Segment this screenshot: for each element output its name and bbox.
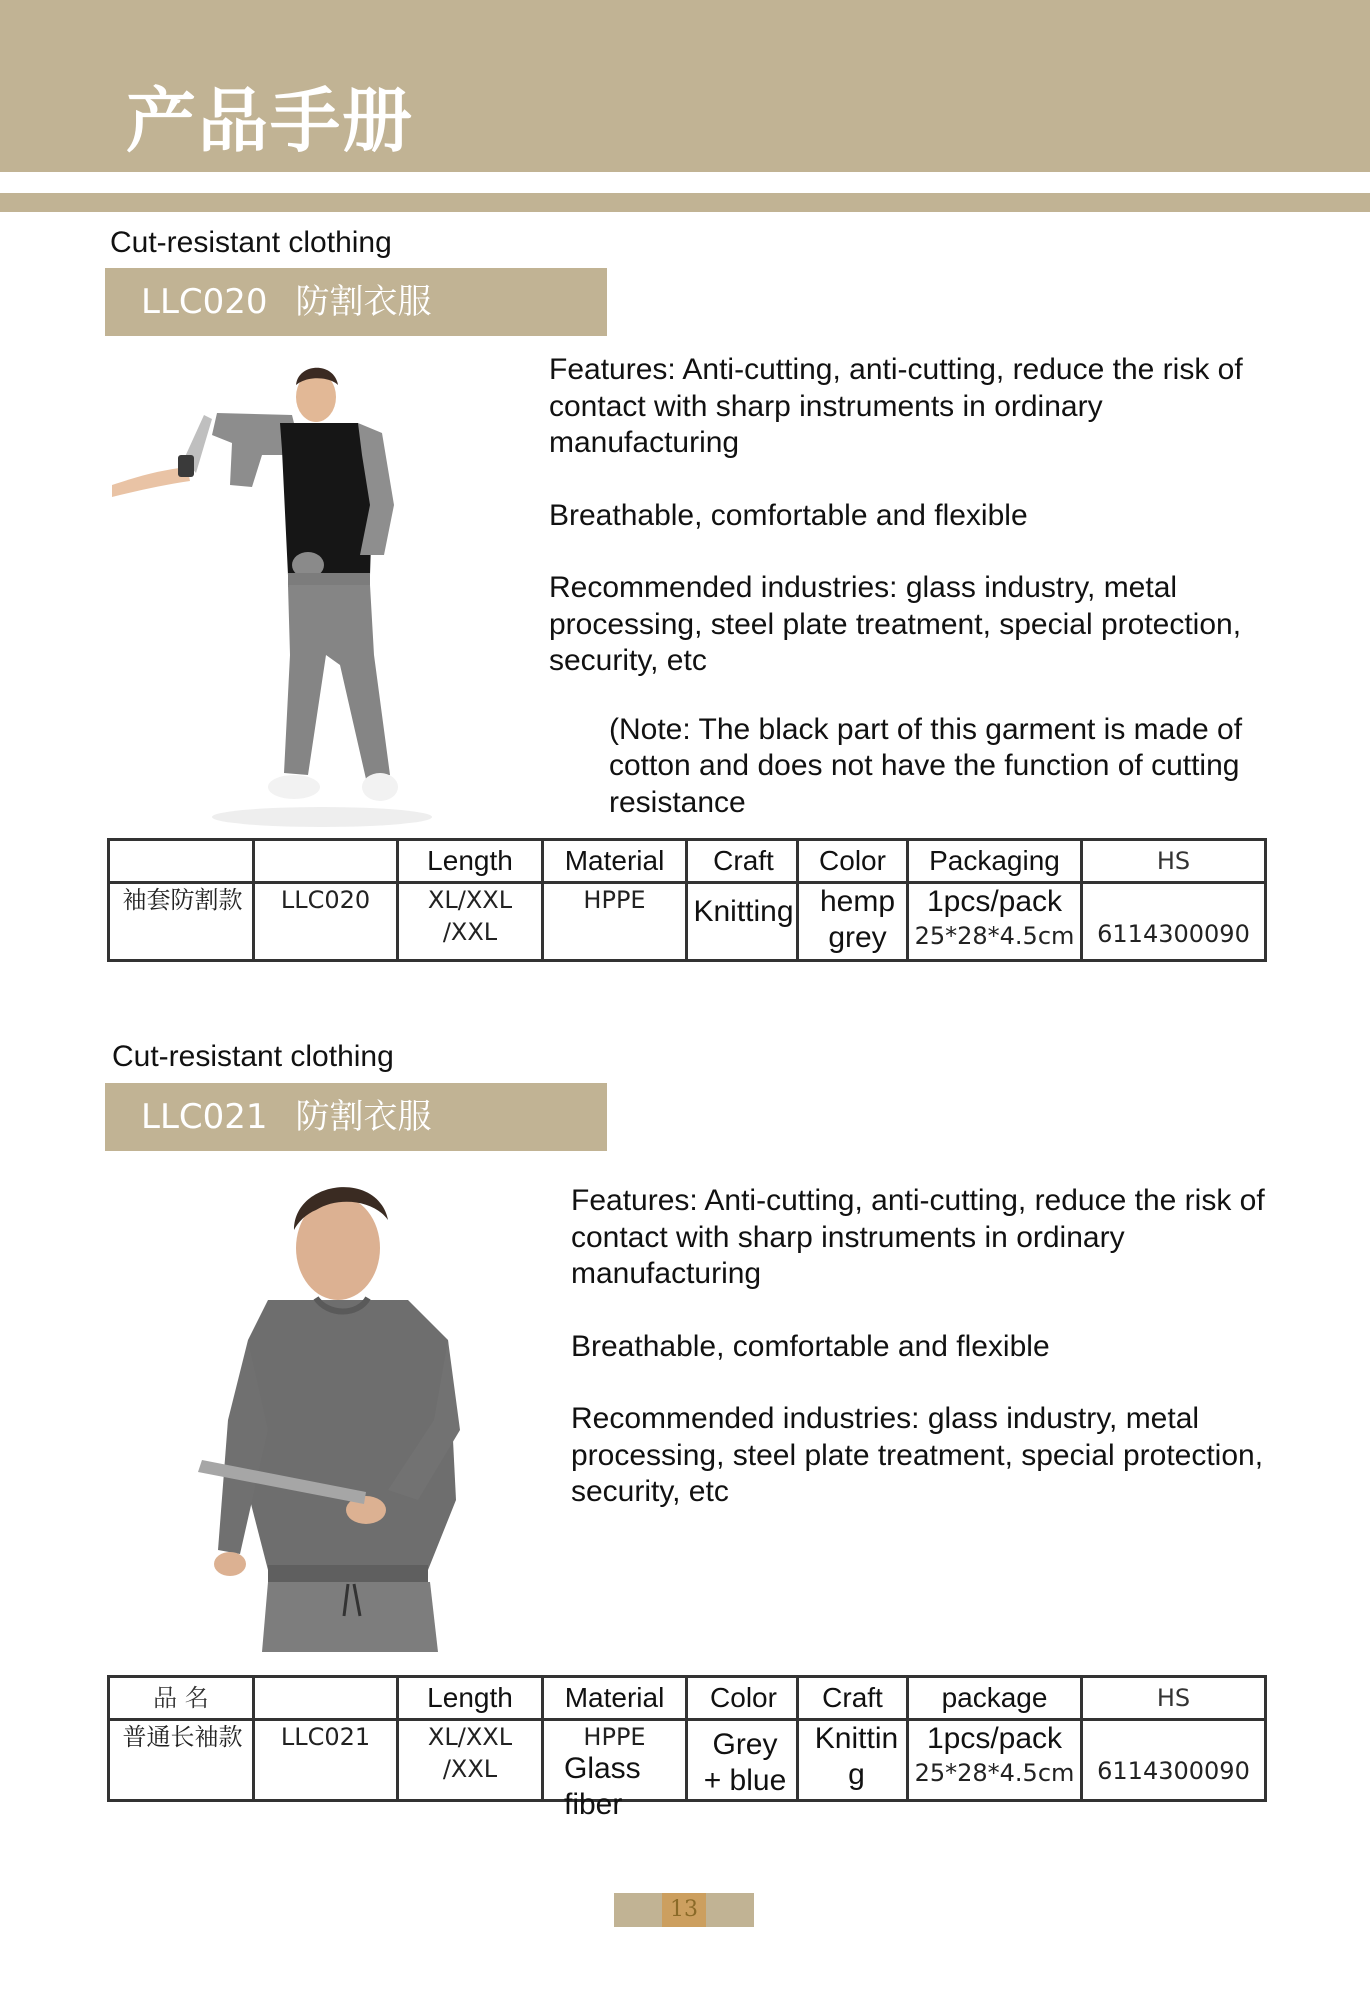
note-text: (Note: The black part of this garment is made of cotton and does not have the function of cutting resistance [609,712,1243,819]
color-line: Grey [712,1728,778,1761]
package-line: 1pcs/pack [926,885,1063,918]
brochure-title: 产品手册 [126,80,414,162]
header-cell [254,1677,398,1720]
features-text: Features: Anti-cutting, anti-cutting, reduce the risk of contact with sharp instruments in ordinary manufacturing [571,1184,1265,1290]
model-code: LLC021 [280,1723,371,1751]
header-craft: Craft [687,840,798,883]
material-cell [543,883,687,961]
product-description [549,352,1279,857]
header-cell [254,840,398,883]
comfort-text: Breathable, comfortable and flexible [549,498,1028,532]
color-line: grey [828,921,887,954]
material-glass: Glass [564,1752,641,1785]
table-header-row [109,840,1266,883]
material-value: HPPE [583,886,646,914]
color-line: hemp [819,885,896,918]
package-line: 1pcs/pack [926,1722,1063,1755]
product-code-banner [105,1083,607,1151]
color-cell [798,883,908,961]
product-photo-llc020 [112,355,434,830]
hs-cell [1082,1720,1266,1801]
length-line: XL/XXL [427,1723,513,1751]
style-name: 袖套防割款 [122,886,243,914]
table-row [109,1720,1266,1801]
material-line [564,1751,641,1823]
header-material: Material [543,840,687,883]
header-material: Material [543,1677,687,1720]
section-label: Cut-resistant clothing [112,1040,394,1073]
header-color: Color [798,840,908,883]
product-code: LLC021 [141,1097,268,1137]
model-cell [254,883,398,961]
craft-value: Knitting [693,895,794,928]
material-line: HPPE [583,1723,646,1751]
material-cell [543,1720,687,1821]
table-row [109,883,1266,961]
package-cell [908,1720,1082,1801]
header-divider [0,193,1370,212]
header-packaging: Packaging [908,840,1082,883]
model-cell [254,1720,398,1801]
package-dimensions: 25*28*4.5cm [914,922,1075,950]
style-name-cell [109,1720,254,1801]
page-number-badge [614,1893,754,1927]
material-fiber: fiber [564,1788,623,1821]
length-cell [398,883,543,961]
header-color: Color [687,1677,798,1720]
product-code-banner [105,268,607,336]
craft-line: Knittin [814,1722,899,1755]
style-name: 普通长袖款 [122,1723,243,1751]
hs-cell [1082,883,1266,961]
header-hs: HS [1082,840,1266,883]
craft-cell [687,883,798,961]
header-cell [109,840,254,883]
table-header-row [109,1677,1266,1720]
header-length: Length [398,1677,543,1720]
industries-text: Recommended industries: glass industry, metal processing, steel plate treatment, special protection, security, etc [549,571,1242,677]
product-photo-llc021 [198,1170,508,1652]
product-code: LLC020 [141,282,268,322]
length-line: XL/XXL [427,886,513,914]
product-name-cn: 防割衣服 [295,282,432,322]
style-name-cell [109,883,254,961]
hs-code: 6114300090 [1097,920,1250,948]
header-craft: Craft [798,1677,908,1720]
model-code: LLC020 [280,886,371,914]
header-hs: HS [1082,1677,1266,1720]
features-text: Features: Anti-cutting, anti-cutting, reduce the risk of contact with sharp instruments in ordinary manufacturing [549,353,1243,459]
length-line: /XXL [442,1755,498,1783]
page-number: 13 [662,1893,706,1927]
color-cell [687,1720,798,1801]
craft-line: g [848,1758,865,1791]
industries-text: Recommended industries: glass industry, metal processing, steel plate treatment, special protection, security, etc [571,1402,1264,1508]
spec-table-llc020 [107,838,1267,962]
header-package: package [908,1677,1082,1720]
length-cell [398,1720,543,1801]
package-cell [908,883,1082,961]
product-name-cn: 防割衣服 [295,1097,432,1137]
color-line: + blue [703,1764,787,1797]
header-length: Length [398,840,543,883]
spec-table-llc021 [107,1675,1267,1821]
comfort-text: Breathable, comfortable and flexible [571,1329,1050,1363]
length-line: /XXL [442,918,498,946]
craft-cell [798,1720,908,1801]
header-product-name: 品 名 [109,1677,254,1720]
hs-code: 6114300090 [1097,1757,1250,1785]
section-label: Cut-resistant clothing [110,226,392,259]
package-dimensions: 25*28*4.5cm [914,1759,1075,1787]
product-description [571,1183,1281,1547]
